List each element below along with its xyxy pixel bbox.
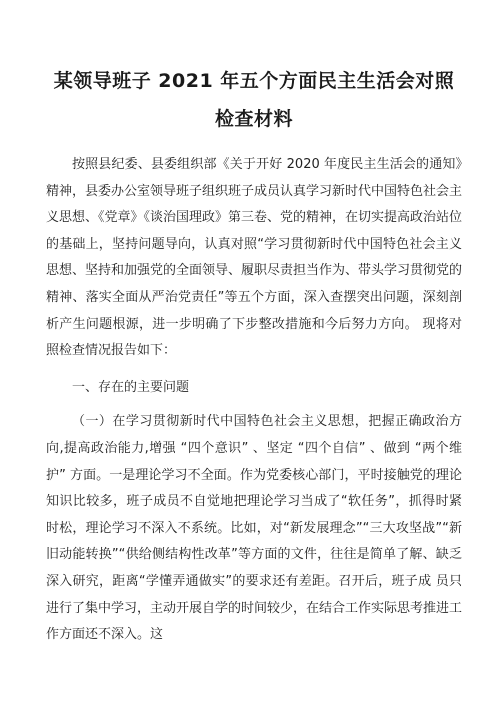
intro-paragraph: 按照县纪委、县委组织部《关于开好 2020 年度民主生活会的通知》精神，县委办公室领导班子组织班子成员认真学习新时代中国特色社会主义思想、《党章》《谈治国理政》第三卷、党的精神，在切实提高政治站位的基础上，坚持问题导向，认真对照“学习贯彻新时代中国特色社会主义思想、坚持和加强党的全面领导、履职尽责担当作为、带头学习贯彻党的精神、落实全面从严治党责任”等五个方面，深入查摆突出问题，深刻剖析产生问题根源，进一步明确了下步整改措施和今后努力方向。 现将对照检查情况报告如下： xyxy=(46,157,463,359)
body-paragraph: （一）在学习贯彻新时代中国特色社会主义思想，把握正确政治方向,提高政治能力,增强 “四个意识” 、坚定 “四个自信” 、做到 “两个维护” 方面。一是理论学习不全面。作为党委核心部门，平时接触党的理论知识比较多，班子成员不自觉地把理论学习当成了“软任务”，抓得时紧时松，理论学习不深入不系统。比如，对“新发展理念”“三大攻坚战”“新旧动能转换”“供给侧结构性改革”等方面的文件，往往是简单了解、缺乏深入研究，距离“学懂弄通做实”的要求还有差距。召开后，班子成 员只进行了集中学习，主动开展自学的时间较少，在结合工作实际思考推进工作方面还不深入。这 xyxy=(46,414,463,643)
document-title: 某领导班子 2021 年五个方面民主生活会对照检查材料 xyxy=(53,70,455,130)
section-heading: 一、存在的主要问题 xyxy=(72,379,190,395)
